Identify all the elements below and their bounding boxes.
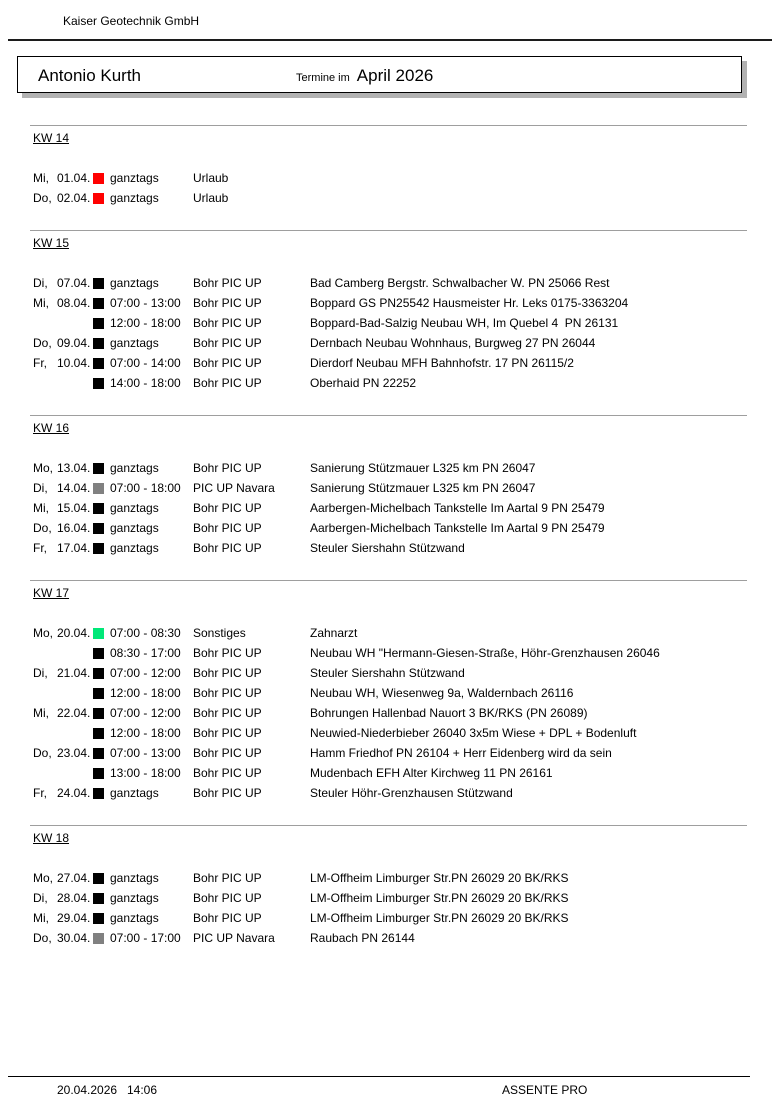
appointment-row: [30, 273, 747, 293]
square-cell: [93, 748, 110, 759]
day-cell: Mi,: [33, 501, 49, 515]
title-prefix: Termine im: [296, 72, 350, 84]
day-cell: Mi,: [33, 171, 49, 185]
date-cell: 01.04.: [57, 171, 91, 185]
time-cell: 13:00 - 18:00: [110, 766, 181, 780]
description-cell: Hamm Friedhof PN 26104 + Herr Eidenberg wird da sein: [310, 746, 612, 760]
category-cell: Bohr PIC UP: [193, 726, 262, 740]
time-cell: 12:00 - 18:00: [110, 686, 181, 700]
category-color-square: [93, 668, 104, 679]
day-cell: Do,: [33, 521, 52, 535]
category-cell: Bohr PIC UP: [193, 316, 262, 330]
appointment-row: [30, 333, 747, 353]
category-cell: Bohr PIC UP: [193, 891, 262, 905]
week-section: [30, 580, 747, 803]
day-cell: Di,: [33, 891, 48, 905]
time-cell: ganztags: [110, 276, 159, 290]
category-color-square: [93, 358, 104, 369]
square-cell: [93, 318, 110, 329]
date-cell: 13.04.: [57, 461, 91, 475]
category-color-square: [93, 298, 104, 309]
day-cell: Do,: [33, 931, 52, 945]
time-cell: 07:00 - 13:00: [110, 746, 181, 760]
category-color-square: [93, 463, 104, 474]
appointment-row: [30, 478, 747, 498]
category-cell: Bohr PIC UP: [193, 871, 262, 885]
square-cell: [93, 688, 110, 699]
category-cell: Bohr PIC UP: [193, 911, 262, 925]
square-cell: [93, 728, 110, 739]
appointment-row: [30, 373, 747, 393]
date-cell: 29.04.: [57, 911, 91, 925]
category-color-square: [93, 173, 104, 184]
date-cell: 20.04.: [57, 626, 91, 640]
description-cell: Neuwied-Niederbieber 26040 3x5m Wiese + DPL + Bodenluft: [310, 726, 637, 740]
category-color-square: [93, 278, 104, 289]
appointment-row: [30, 763, 747, 783]
square-cell: [93, 483, 110, 494]
appointment-row: [30, 643, 747, 663]
square-cell: [93, 873, 110, 884]
week-label: KW 18: [33, 831, 70, 845]
square-cell: [93, 463, 110, 474]
square-cell: [93, 543, 110, 554]
square-cell: [93, 648, 110, 659]
date-cell: 28.04.: [57, 891, 91, 905]
date-cell: 17.04.: [57, 541, 91, 555]
day-cell: Fr,: [33, 356, 47, 370]
time-cell: ganztags: [110, 786, 159, 800]
day-cell: Fr,: [33, 786, 47, 800]
appointment-row: [30, 783, 747, 803]
category-color-square: [93, 193, 104, 204]
category-cell: PIC UP Navara: [193, 931, 275, 945]
time-cell: 07:00 - 18:00: [110, 481, 181, 495]
appointment-row: [30, 518, 747, 538]
description-cell: Steuler Siershahn Stützwand: [310, 541, 465, 555]
time-cell: ganztags: [110, 461, 159, 475]
day-cell: Do,: [33, 336, 52, 350]
time-cell: 07:00 - 12:00: [110, 706, 181, 720]
description-cell: LM-Offheim Limburger Str.PN 26029 20 BK/RKS: [310, 871, 569, 885]
category-cell: Sonstiges: [193, 626, 246, 640]
time-cell: ganztags: [110, 541, 159, 555]
time-cell: 12:00 - 18:00: [110, 726, 181, 740]
square-cell: [93, 913, 110, 924]
category-cell: Bohr PIC UP: [193, 706, 262, 720]
category-cell: Bohr PIC UP: [193, 501, 262, 515]
appointment-row: [30, 868, 747, 888]
week-rows: [30, 168, 747, 208]
square-cell: [93, 278, 110, 289]
time-cell: 12:00 - 18:00: [110, 316, 181, 330]
day-cell: Di,: [33, 666, 48, 680]
category-cell: Bohr PIC UP: [193, 521, 262, 535]
category-color-square: [93, 788, 104, 799]
category-cell: Bohr PIC UP: [193, 356, 262, 370]
square-cell: [93, 668, 110, 679]
category-color-square: [93, 893, 104, 904]
appointment-row: [30, 498, 747, 518]
appointment-row: [30, 623, 747, 643]
square-cell: [93, 193, 110, 204]
category-color-square: [93, 523, 104, 534]
category-color-square: [93, 338, 104, 349]
category-color-square: [93, 708, 104, 719]
category-color-square: [93, 543, 104, 554]
week-section: [30, 125, 747, 208]
time-cell: ganztags: [110, 501, 159, 515]
category-cell: Bohr PIC UP: [193, 461, 262, 475]
square-cell: [93, 173, 110, 184]
footer-rule: [8, 1076, 750, 1077]
description-cell: Sanierung Stützmauer L325 km PN 26047: [310, 461, 536, 475]
time-cell: 07:00 - 12:00: [110, 666, 181, 680]
week-rows: [30, 868, 747, 948]
description-cell: Dierdorf Neubau MFH Bahnhofstr. 17 PN 26115/2: [310, 356, 574, 370]
date-cell: 07.04.: [57, 276, 91, 290]
description-cell: Zahnarzt: [310, 626, 358, 640]
day-cell: Mo,: [33, 626, 54, 640]
description-cell: Steuler Siershahn Stützwand: [310, 666, 465, 680]
time-cell: ganztags: [110, 171, 159, 185]
square-cell: [93, 893, 110, 904]
appointment-row: [30, 743, 747, 763]
date-cell: 02.04.: [57, 191, 91, 205]
category-cell: Bohr PIC UP: [193, 541, 262, 555]
square-cell: [93, 708, 110, 719]
appointment-row: [30, 188, 747, 208]
day-cell: Di,: [33, 481, 48, 495]
appointment-row: [30, 353, 747, 373]
appointment-row: [30, 538, 747, 558]
time-cell: ganztags: [110, 336, 159, 350]
week-section: [30, 230, 747, 393]
print-time: 14:06: [127, 1083, 158, 1097]
date-cell: 30.04.: [57, 931, 91, 945]
company-name: Kaiser Geotechnik GmbH: [63, 14, 200, 28]
week-rows: [30, 623, 747, 803]
day-cell: Mo,: [33, 871, 54, 885]
square-cell: [93, 788, 110, 799]
time-cell: ganztags: [110, 191, 159, 205]
category-cell: Bohr PIC UP: [193, 766, 262, 780]
date-cell: 08.04.: [57, 296, 91, 310]
description-cell: LM-Offheim Limburger Str.PN 26029 20 BK/RKS: [310, 891, 569, 905]
category-cell: PIC UP Navara: [193, 481, 275, 495]
time-cell: ganztags: [110, 871, 159, 885]
description-cell: Aarbergen-Michelbach Tankstelle Im Aartal 9 PN 25479: [310, 501, 605, 515]
date-cell: 14.04.: [57, 481, 91, 495]
appointment-row: [30, 683, 747, 703]
week-label: KW 14: [33, 131, 70, 145]
category-color-square: [93, 933, 104, 944]
week-section: [30, 825, 747, 948]
date-cell: 10.04.: [57, 356, 91, 370]
day-cell: Mi,: [33, 296, 49, 310]
category-cell: Bohr PIC UP: [193, 276, 262, 290]
day-cell: Mi,: [33, 706, 49, 720]
category-color-square: [93, 648, 104, 659]
category-cell: Bohr PIC UP: [193, 336, 262, 350]
time-cell: ganztags: [110, 521, 159, 535]
appointment-row: [30, 908, 747, 928]
category-color-square: [93, 483, 104, 494]
square-cell: [93, 338, 110, 349]
day-cell: Mi,: [33, 911, 49, 925]
category-cell: Urlaub: [193, 171, 229, 185]
day-cell: Mo,: [33, 461, 54, 475]
day-cell: Di,: [33, 276, 48, 290]
category-color-square: [93, 913, 104, 924]
week-rows: [30, 273, 747, 393]
date-cell: 27.04.: [57, 871, 91, 885]
time-cell: ganztags: [110, 911, 159, 925]
description-cell: Boppard GS PN25542 Hausmeister Hr. Leks 0175-3363204: [310, 296, 629, 310]
square-cell: [93, 768, 110, 779]
category-color-square: [93, 503, 104, 514]
category-cell: Bohr PIC UP: [193, 646, 262, 660]
appointment-row: [30, 723, 747, 743]
print-date: 20.04.2026: [57, 1083, 118, 1097]
time-cell: ganztags: [110, 891, 159, 905]
description-cell: LM-Offheim Limburger Str.PN 26029 20 BK/RKS: [310, 911, 569, 925]
time-cell: 14:00 - 18:00: [110, 376, 181, 390]
time-cell: 08:30 - 17:00: [110, 646, 181, 660]
category-cell: Bohr PIC UP: [193, 686, 262, 700]
description-cell: Sanierung Stützmauer L325 km PN 26047: [310, 481, 536, 495]
category-cell: Bohr PIC UP: [193, 746, 262, 760]
description-cell: Dernbach Neubau Wohnhaus, Burgweg 27 PN 26044: [310, 336, 596, 350]
date-cell: 21.04.: [57, 666, 91, 680]
description-cell: Neubau WH, Wiesenweg 9a, Waldernbach 26116: [310, 686, 574, 700]
title-box: [17, 56, 742, 93]
week-rows: [30, 458, 747, 558]
date-cell: 15.04.: [57, 501, 91, 515]
category-color-square: [93, 318, 104, 329]
appointment-row: [30, 168, 747, 188]
date-cell: 16.04.: [57, 521, 91, 535]
day-cell: Fr,: [33, 541, 47, 555]
time-cell: 07:00 - 13:00: [110, 296, 181, 310]
description-cell: Bohrungen Hallenbad Nauort 3 BK/RKS (PN 26089): [310, 706, 588, 720]
description-cell: Steuler Höhr-Grenzhausen Stützwand: [310, 786, 513, 800]
square-cell: [93, 378, 110, 389]
week-section: [30, 415, 747, 558]
description-cell: Mudenbach EFH Alter Kirchweg 11 PN 26161: [310, 766, 553, 780]
appointment-row: [30, 663, 747, 683]
category-color-square: [93, 873, 104, 884]
footer: [8, 1083, 750, 1099]
header-rule: [8, 39, 772, 41]
date-cell: 09.04.: [57, 336, 91, 350]
description-cell: Raubach PN 26144: [310, 931, 415, 945]
time-cell: 07:00 - 14:00: [110, 356, 181, 370]
company-header: [63, 14, 199, 28]
appointment-row: [30, 293, 747, 313]
week-label: KW 16: [33, 421, 70, 435]
date-cell: 22.04.: [57, 706, 91, 720]
category-cell: Urlaub: [193, 191, 229, 205]
appointment-row: [30, 888, 747, 908]
square-cell: [93, 523, 110, 534]
description-cell: Bad Camberg Bergstr. Schwalbacher W. PN 25066 Rest: [310, 276, 610, 290]
category-cell: Bohr PIC UP: [193, 376, 262, 390]
weeks-container: [30, 125, 747, 970]
category-color-square: [93, 378, 104, 389]
description-cell: Boppard-Bad-Salzig Neubau WH, Im Quebel 4 PN 26131: [310, 316, 619, 330]
square-cell: [93, 933, 110, 944]
category-color-square: [93, 748, 104, 759]
week-label: KW 15: [33, 236, 70, 250]
description-cell: Neubau WH "Hermann-Giesen-Straße, Höhr-Grenzhausen 26046: [310, 646, 660, 660]
appointment-row: [30, 703, 747, 723]
appointment-row: [30, 313, 747, 333]
date-cell: 24.04.: [57, 786, 91, 800]
category-cell: Bohr PIC UP: [193, 786, 262, 800]
appointment-row: [30, 928, 747, 948]
square-cell: [93, 358, 110, 369]
square-cell: [93, 503, 110, 514]
day-cell: Do,: [33, 191, 52, 205]
person-name: Antonio Kurth: [38, 66, 142, 85]
app-name: ASSENTE PRO: [502, 1083, 588, 1097]
week-label: KW 17: [33, 586, 70, 600]
square-cell: [93, 298, 110, 309]
category-color-square: [93, 768, 104, 779]
category-cell: Bohr PIC UP: [193, 666, 262, 680]
time-cell: 07:00 - 17:00: [110, 931, 181, 945]
category-color-square: [93, 728, 104, 739]
square-cell: [93, 628, 110, 639]
category-color-square: [93, 628, 104, 639]
title-month: April 2026: [356, 66, 434, 85]
description-cell: Aarbergen-Michelbach Tankstelle Im Aartal 9 PN 25479: [310, 521, 605, 535]
day-cell: Do,: [33, 746, 52, 760]
appointment-row: [30, 458, 747, 478]
category-cell: Bohr PIC UP: [193, 296, 262, 310]
description-cell: Oberhaid PN 22252: [310, 376, 417, 390]
time-cell: 07:00 - 08:30: [110, 626, 181, 640]
date-cell: 23.04.: [57, 746, 91, 760]
category-color-square: [93, 688, 104, 699]
